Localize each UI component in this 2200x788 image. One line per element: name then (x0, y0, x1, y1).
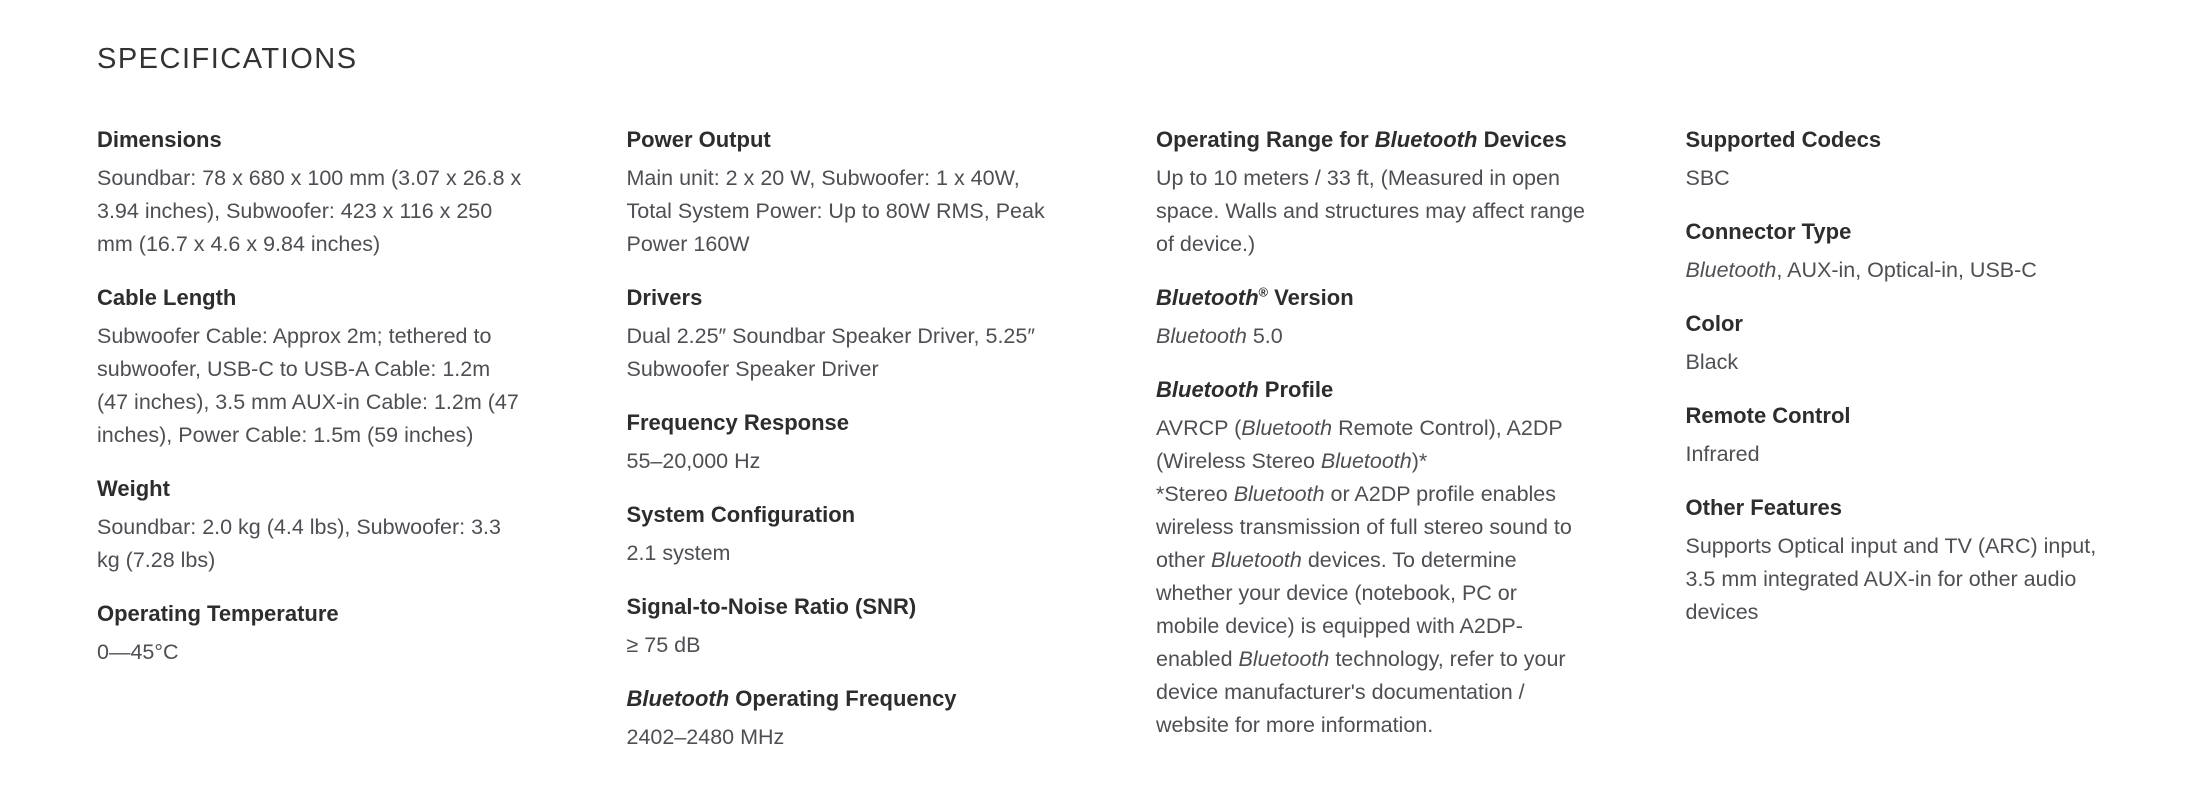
spec-section-power-output (627, 123, 1057, 261)
spec-section-drivers (627, 281, 1057, 386)
spec-section-connector-type (1686, 215, 2116, 287)
spec-value-frequency-response: 55–20,000 Hz (626, 448, 761, 473)
spec-heading-system-configuration: System Configuration (626, 501, 856, 527)
spec-heading-bluetooth-profile: Bluetooth Profile (1156, 376, 1334, 402)
spec-heading-cable-length: Cable Length (97, 284, 237, 310)
spec-section-color (1686, 307, 2116, 379)
spec-value-remote-control: Infrared (1685, 441, 1760, 466)
spec-section-system-configuration (627, 498, 1057, 570)
spec-value-operating-temperature: 0—45°C (97, 639, 179, 664)
spec-heading-operating-temperature: Operating Temperature (97, 600, 339, 626)
spec-value-cable-length: Subwoofer Cable: Approx 2m; tethered to subwoofer, USB-C to USB-A Cable: 1.2m (47 inches), 3.5 mm AUX-in Cable: 1.2m (47 inches), Power Cable: 1.5m (59 inches) (97, 323, 519, 447)
spec-value-system-configuration: 2.1 system (626, 540, 731, 565)
spec-value-supported-codecs: SBC (1685, 165, 1730, 190)
spec-heading-weight: Weight (97, 475, 170, 501)
spec-value-weight: Soundbar: 2.0 kg (4.4 lbs), Subwoofer: 3.3 kg (7.28 lbs) (97, 514, 501, 572)
spec-heading-power-output: Power Output (626, 126, 771, 152)
spec-value-color: Black (1685, 349, 1739, 374)
spec-heading-bluetooth-operating-frequency: Bluetooth Operating Frequency (626, 685, 957, 711)
spec-section-weight (97, 472, 527, 577)
spec-section-bluetooth-operating-frequency (627, 682, 1057, 754)
spec-column-4 (1686, 123, 2116, 649)
spec-heading-remote-control: Remote Control (1685, 402, 1851, 428)
spec-value-signal-to-noise-ratio: ≥ 75 dB (626, 632, 701, 657)
spec-value-drivers: Dual 2.25″ Soundbar Speaker Driver, 5.25″ Subwoofer Speaker Driver (626, 323, 1035, 381)
spec-section-other-features (1686, 491, 2116, 629)
spec-heading-drivers: Drivers (626, 284, 703, 310)
spec-value-bluetooth-operating-frequency: 2402–2480 MHz (626, 724, 785, 749)
spec-heading-frequency-response: Frequency Response (626, 409, 850, 435)
spec-section-bluetooth-version (1156, 281, 1586, 353)
specifications-grid (97, 123, 2115, 774)
spec-heading-other-features: Other Features (1685, 494, 1842, 520)
spec-section-operating-range (1156, 123, 1586, 261)
spec-value-other-features: Supports Optical input and TV (ARC) input, 3.5 mm integrated AUX-in for other audio devices (1685, 533, 2097, 624)
spec-value-bluetooth-profile: AVRCP (Bluetooth Remote Control), A2DP (Wireless Stereo Bluetooth)* *Stereo Bluetooth or A2DP profile enables wireless transmission of full stereo sound to other Bluetooth devices. To determine whether your device (notebook, PC or mobile device) is equipped with A2DP-enabled Bluetooth technology, refer to your device manufacturer's documentation / website for more information. (1156, 415, 1572, 737)
spec-heading-dimensions: Dimensions (97, 126, 222, 152)
spec-heading-bluetooth-version: Bluetooth® Version (1156, 284, 1354, 310)
spec-heading-supported-codecs: Supported Codecs (1685, 126, 1882, 152)
spec-section-cable-length (97, 281, 527, 452)
spec-column-1 (97, 123, 527, 689)
spec-heading-connector-type: Connector Type (1685, 218, 1852, 244)
spec-section-frequency-response (627, 406, 1057, 478)
spec-section-remote-control (1686, 399, 2116, 471)
spec-value-dimensions: Soundbar: 78 x 680 x 100 mm (3.07 x 26.8 x 3.94 inches), Subwoofer: 423 x 116 x 250 mm (16.7 x 4.6 x 9.84 inches) (97, 165, 522, 256)
page-title: SPECIFICATIONS (97, 43, 358, 75)
spec-value-connector-type: Bluetooth, AUX-in, Optical-in, USB-C (1685, 257, 2037, 282)
spec-value-bluetooth-version: Bluetooth 5.0 (1156, 323, 1283, 348)
spec-value-operating-range: Up to 10 meters / 33 ft, (Measured in open space. Walls and structures may affect range of device.) (1156, 165, 1586, 256)
spec-value-power-output: Main unit: 2 x 20 W, Subwoofer: 1 x 40W, Total System Power: Up to 80W RMS, Peak Power 160W (626, 165, 1045, 256)
spec-heading-signal-to-noise-ratio: Signal-to-Noise Ratio (SNR) (626, 593, 917, 619)
spec-heading-operating-range: Operating Range for Bluetooth Devices (1156, 126, 1567, 152)
spec-section-signal-to-noise-ratio (627, 590, 1057, 662)
spec-column-3 (1156, 123, 1586, 762)
spec-heading-color: Color (1685, 310, 1743, 336)
spec-section-bluetooth-profile (1156, 373, 1586, 742)
spec-section-operating-temperature (97, 597, 527, 669)
spec-column-2 (627, 123, 1057, 774)
spec-section-dimensions (97, 123, 527, 261)
spec-section-supported-codecs (1686, 123, 2116, 195)
